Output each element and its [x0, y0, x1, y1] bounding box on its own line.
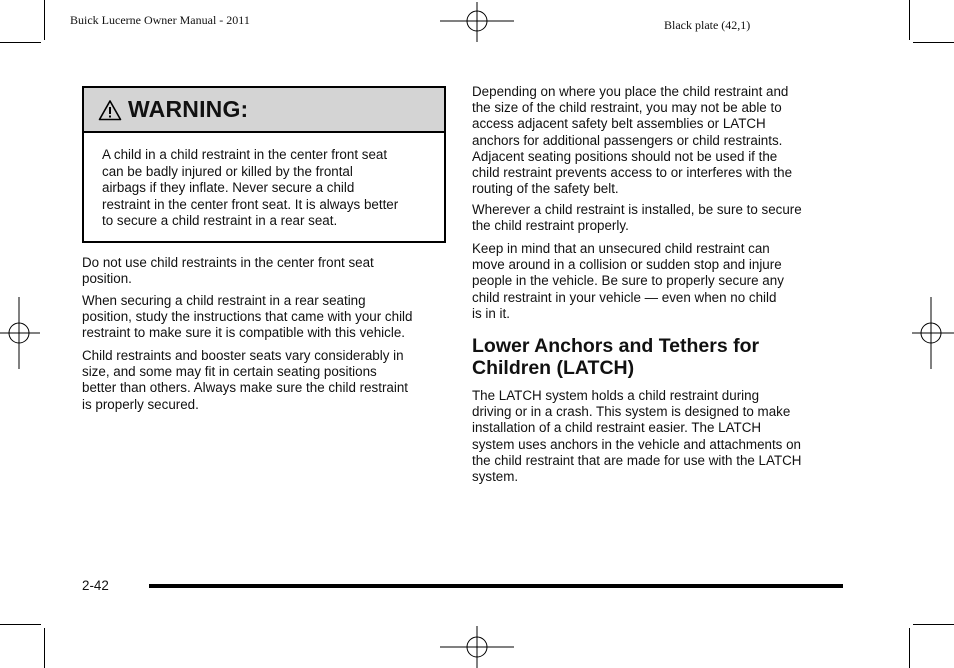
- text-line: installation of a child restraint easier. The LATCH: [472, 420, 762, 436]
- crop-mark: [0, 42, 41, 43]
- text-line: Child restraints and booster seats vary considerably in: [82, 348, 404, 363]
- text-line: airbags if they inflate. Never secure a child: [102, 180, 355, 196]
- text-line: Do not use child restraints in the center front seat: [82, 255, 374, 270]
- crop-mark: [0, 624, 41, 625]
- crop-mark: [909, 0, 910, 40]
- text-line: position.: [82, 271, 132, 287]
- registration-mark-icon: [440, 626, 514, 668]
- warning-title: WARNING:: [128, 96, 249, 122]
- text-line: Keep in mind that an unsecured child restraint can: [472, 241, 770, 256]
- text-line: can be badly injured or killed by the frontal: [102, 163, 353, 179]
- warning-header: [84, 88, 444, 133]
- text-line: position, study the instructions that came with your child: [82, 309, 413, 325]
- text-line: the size of the child restraint, you may not be able to: [472, 100, 782, 116]
- section-heading: [472, 335, 852, 379]
- text-line: routing of the safety belt.: [472, 181, 619, 197]
- paragraph: [82, 293, 412, 342]
- registration-mark-icon: [0, 297, 40, 369]
- page-number: 2-42: [82, 578, 109, 593]
- plate-label: Black plate (42,1): [664, 18, 751, 32]
- text-line: When securing a child restraint in a rear seating: [82, 293, 366, 308]
- text-line: system.: [472, 469, 519, 485]
- paragraph: [472, 84, 792, 197]
- registration-mark-icon: [440, 2, 514, 42]
- text-line: A child in a child restraint in the center front seat: [102, 147, 388, 162]
- footer-rule: [149, 584, 843, 588]
- warning-text: [84, 133, 444, 230]
- crop-mark: [44, 628, 45, 668]
- paragraph: [472, 388, 801, 485]
- text-line: people in the vehicle. Be sure to properly secure any: [472, 273, 784, 289]
- crop-mark: [913, 624, 954, 625]
- text-line: anchors for additional passengers or child restraints.: [472, 132, 783, 148]
- crop-mark: [913, 42, 954, 43]
- text-line: size, and some may fit in certain seating positions: [82, 364, 377, 380]
- heading-line: Lower Anchors and Tethers for: [472, 335, 760, 357]
- text-line: restraint to make sure it is compatible with this vehicle.: [82, 325, 405, 341]
- text-line: system uses anchors in the vehicle and attachments on: [472, 436, 801, 452]
- text-line: driving or in a crash. This system is designed to make: [472, 404, 791, 420]
- text-line: the child restraint that are made for use with the LATCH: [472, 452, 802, 468]
- crop-mark: [44, 0, 45, 40]
- text-line: the child restraint properly.: [472, 218, 629, 234]
- text-line: access adjacent safety belt assemblies or LATCH: [472, 116, 766, 132]
- text-line: child restraint in your vehicle — even when no child: [472, 289, 777, 305]
- crop-mark: [909, 628, 910, 668]
- text-line: better than others. Always make sure the child restraint: [82, 380, 408, 396]
- text-line: to secure a child restraint in a rear seat.: [102, 213, 338, 229]
- text-line: is properly secured.: [82, 396, 199, 412]
- warning-triangle-icon: [98, 99, 122, 121]
- text-line: move around in a collision or sudden stop and injure: [472, 257, 782, 273]
- paragraph: [82, 255, 374, 287]
- manual-title: Buick Lucerne Owner Manual - 2011: [70, 13, 250, 27]
- registration-mark-icon: [912, 297, 954, 369]
- warning-box: [82, 86, 446, 243]
- text-line: child restraint prevents access to or interferes with the: [472, 165, 793, 181]
- text-line: Depending on where you place the child restraint and: [472, 84, 789, 99]
- text-line: The LATCH system holds a child restraint during: [472, 388, 760, 403]
- text-line: restraint in the center front seat. It is always better: [102, 196, 399, 212]
- paragraph: [472, 241, 784, 322]
- paragraph: [82, 348, 408, 413]
- text-line: is in it.: [472, 305, 510, 321]
- text-line: Wherever a child restraint is installed, be sure to secure: [472, 202, 802, 217]
- paragraph: [472, 202, 802, 234]
- heading-line: Children (LATCH): [472, 357, 635, 379]
- text-line: Adjacent seating positions should not be used if the: [472, 148, 778, 164]
